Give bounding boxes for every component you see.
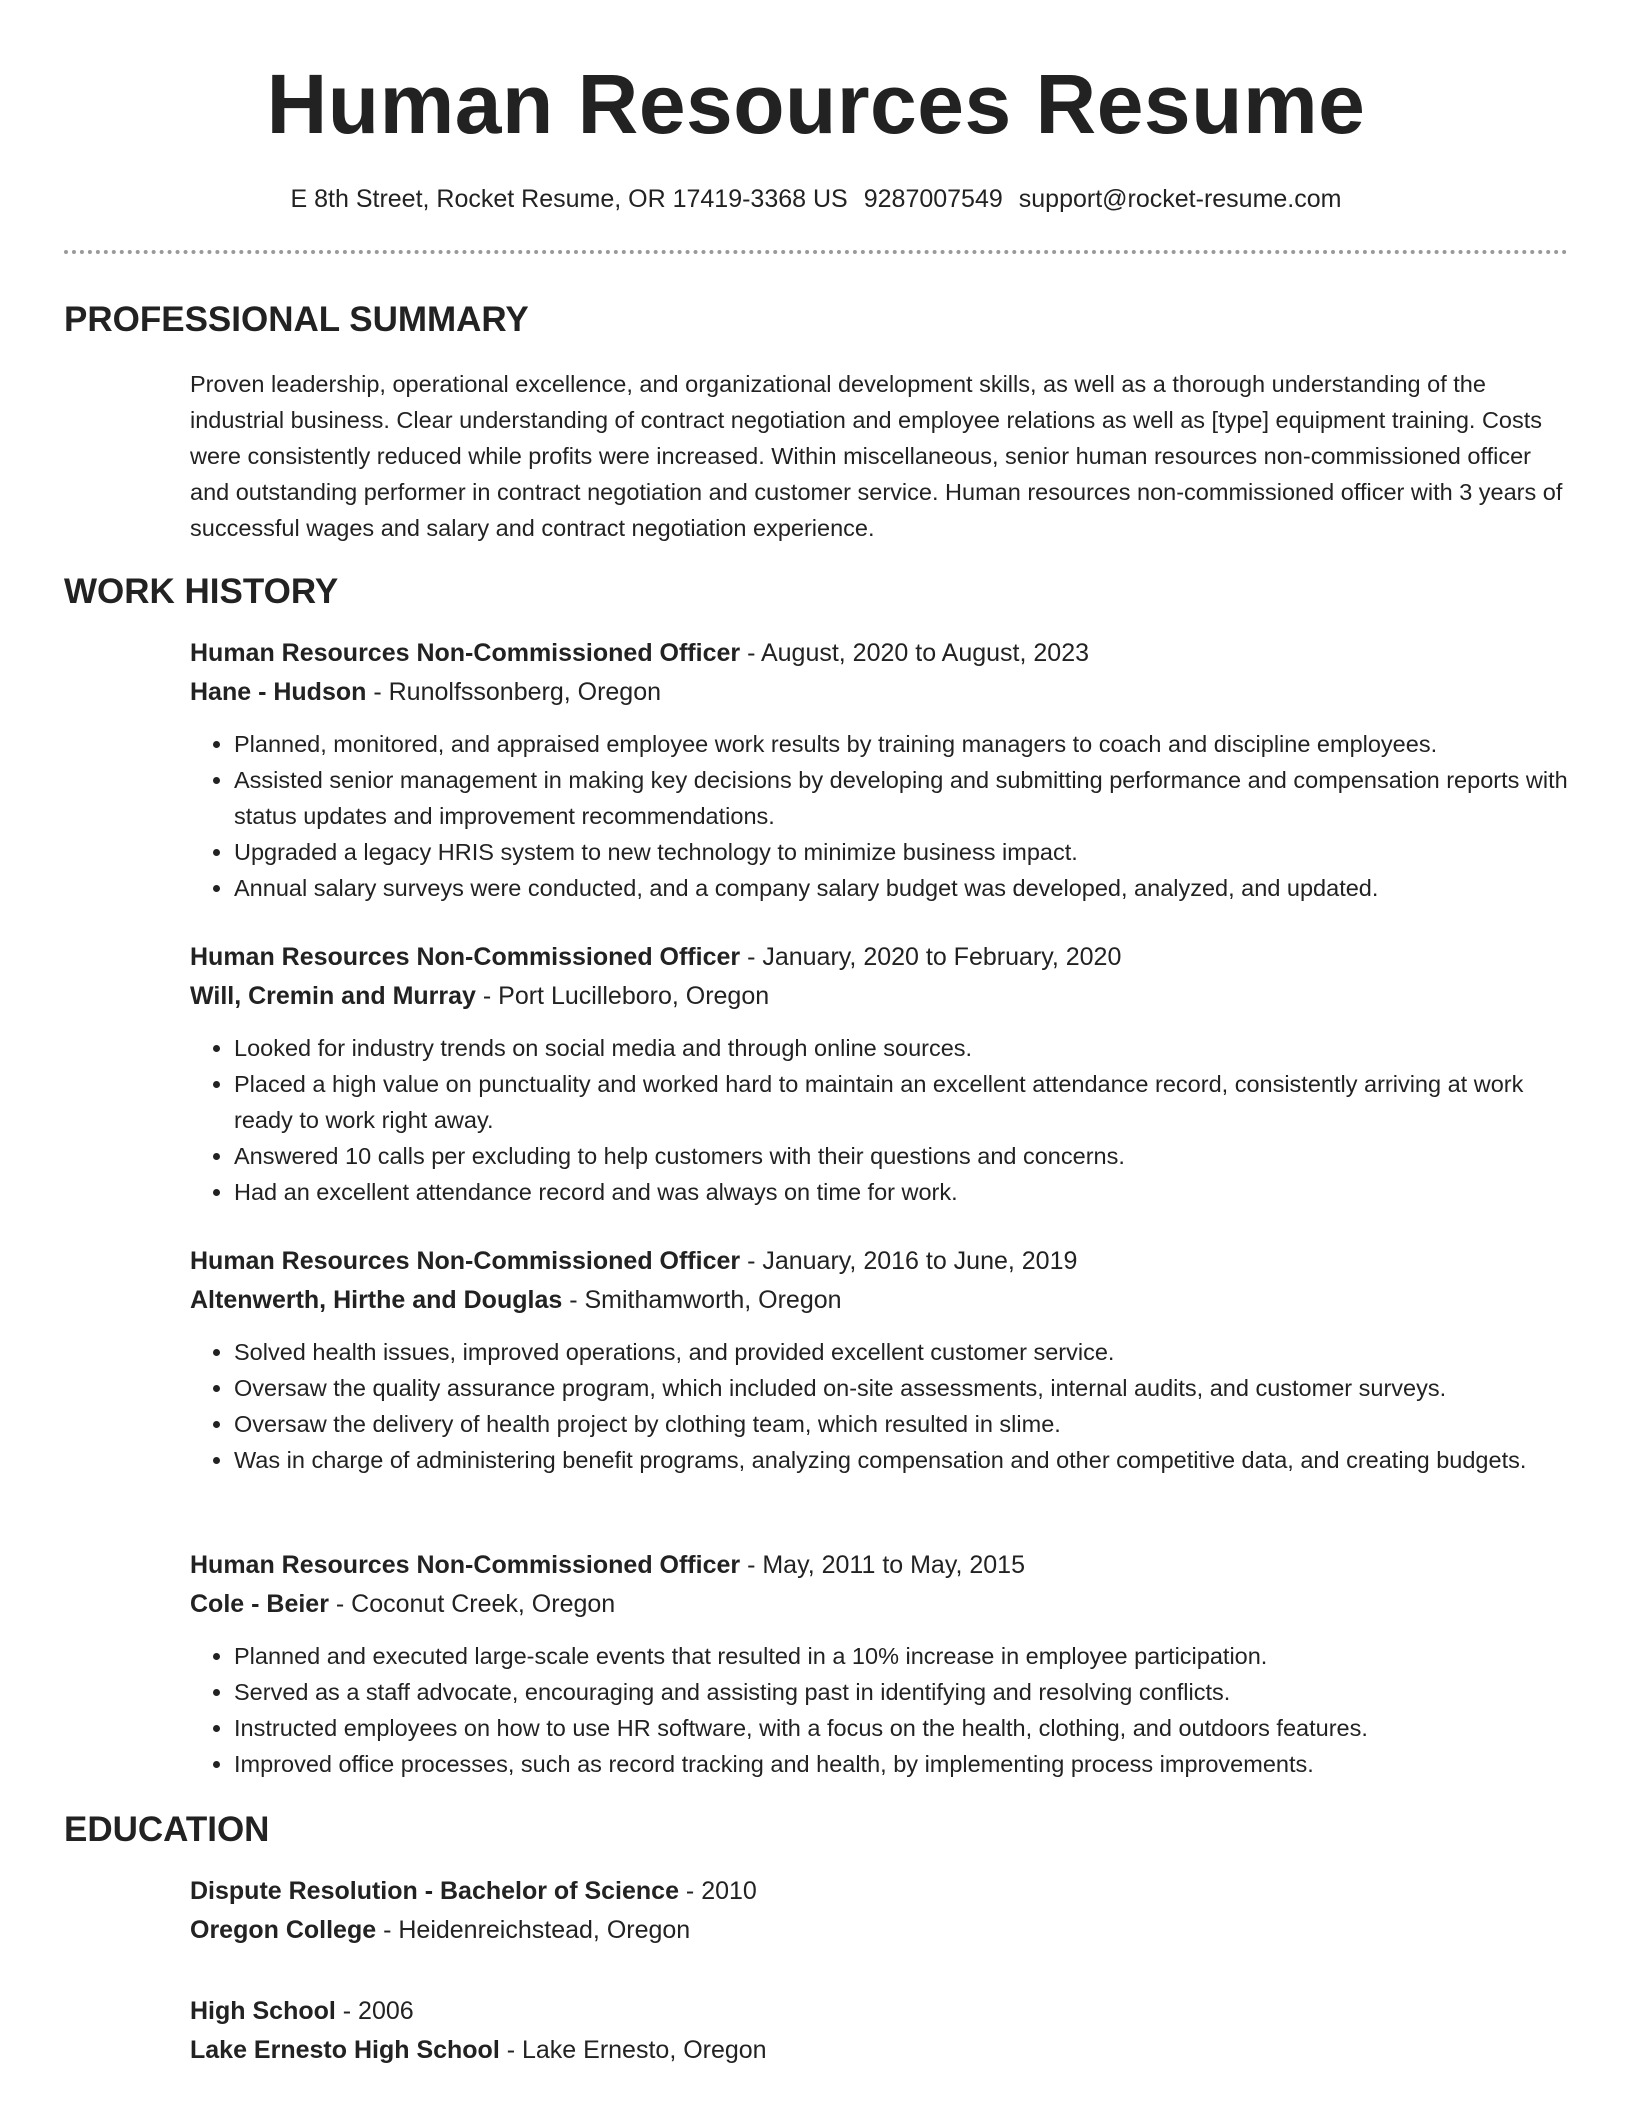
education-degree: High School [190,1997,336,2025]
contact-line [0,182,1632,216]
bullet-item: • Annual salary surveys were conducted, and a company salary budget was developed, analyzed, and updated. [234,870,1570,906]
summary-text: Proven leadership, operational excellence, and organizational development skills, as well as a thorough understanding of the industrial business. Clear understanding of contract negotiation and employee relations as well as [type] equipment training. Costs were consistently reduced while profits were increased. Within miscellaneous, senior human resources non-commissioned officer and outstanding performer in contract negotiation and customer service. Human resources non-commissioned officer with 3 years of successful wages and salary and contract negotiation experience. [190,371,1563,541]
bullet-item: • Improved office processes, such as record tracking and health, by implementing process improvements. [234,1746,1570,1782]
bullet-item: • Oversaw the quality assurance program, which included on-site assessments, internal audits, and customer surveys. [234,1370,1570,1406]
section-heading-education: EDUCATION [64,1810,270,1849]
job-company: Hane - Hudson [190,678,367,706]
job-entry [190,938,1570,1210]
header-divider [64,250,1568,254]
bullet-item: • Upgraded a legacy HRIS system to new technology to minimize business impact. [234,834,1570,870]
bullet-item: • Assisted senior management in making key decisions by developing and submitting performance and compensation reports with status updates and improvement recommendations. [234,762,1570,834]
education-entry [190,1992,1570,2070]
resume-title: Human Resources Resume [266,57,1366,151]
education-school-line [190,1911,1570,1950]
education-degree-line [190,1872,1570,1911]
bullet-item: • Planned, monitored, and appraised employee work results by training managers to coach and discipline employees. [234,726,1570,762]
job-location: - Coconut Creek, Oregon [328,1590,616,1618]
education-year: - 2006 [335,1997,414,2025]
job-dates: - May, 2011 to May, 2015 [740,1551,1025,1579]
job-bullets [190,1030,1570,1210]
job-title-line [190,1242,1570,1281]
contact-phone: 9287007549 [863,185,1003,213]
bullet-item: • Was in charge of administering benefit programs, analyzing compensation and other competitive data, and creating budgets. [234,1442,1570,1478]
bullet-item: • Had an excellent attendance record and was always on time for work. [234,1174,1570,1210]
job-bullets [190,1334,1570,1478]
section-heading-work-history: WORK HISTORY [64,572,339,611]
job-title-line [190,1546,1570,1585]
job-title: Human Resources Non-Commissioned Officer [190,1551,741,1579]
bullet-item: • Instructed employees on how to use HR software, with a focus on the health, clothing, and outdoors features. [234,1710,1570,1746]
education-school: Oregon College [190,1916,377,1944]
bullet-item: • Looked for industry trends on social media and through online sources. [234,1030,1570,1066]
job-company-line [190,1281,1570,1320]
job-title: Human Resources Non-Commissioned Officer [190,1247,741,1275]
education-year: - 2010 [678,1877,757,1905]
education-location: - Lake Ernesto, Oregon [499,2036,767,2064]
contact-email: support@rocket-resume.com [1018,185,1342,213]
job-title: Human Resources Non-Commissioned Officer [190,943,741,971]
job-bullets [190,726,1570,906]
education-school-line [190,2031,1570,2070]
job-company-line [190,977,1570,1016]
job-dates: - January, 2016 to June, 2019 [740,1247,1078,1275]
job-title-line [190,938,1570,977]
job-entry [190,634,1570,906]
job-entry [190,1546,1570,1782]
job-company: Cole - Beier [190,1590,329,1618]
job-company: Will, Cremin and Murray [190,982,476,1010]
job-location: - Port Lucilleboro, Oregon [475,982,770,1010]
bullet-item: • Placed a high value on punctuality and worked hard to maintain an excellent attendance record, consistently arriving at work ready to work right away. [234,1066,1570,1138]
job-company-line [190,1585,1570,1624]
contact-address: E 8th Street, Rocket Resume, OR 17419-3368 US [290,185,848,213]
bullet-item: • Planned and executed large-scale events that resulted in a 10% increase in employee participation. [234,1638,1570,1674]
job-location: - Runolfssonberg, Oregon [366,678,662,706]
job-dates: - August, 2020 to August, 2023 [740,639,1090,667]
education-entry [190,1872,1570,1950]
job-company-line [190,673,1570,712]
job-company: Altenwerth, Hirthe and Douglas [190,1286,563,1314]
bullet-item: • Oversaw the delivery of health project by clothing team, which resulted in slime. [234,1406,1570,1442]
bullet-item: • Solved health issues, improved operations, and provided excellent customer service. [234,1334,1570,1370]
job-entry [190,1242,1570,1478]
job-title-line [190,634,1570,673]
bullet-item: • Answered 10 calls per excluding to help customers with their questions and concerns. [234,1138,1570,1174]
bullet-item: • Served as a staff advocate, encouraging and assisting past in identifying and resolving conflicts. [234,1674,1570,1710]
job-title: Human Resources Non-Commissioned Officer [190,639,741,667]
education-school: Lake Ernesto High School [190,2036,500,2064]
job-dates: - January, 2020 to February, 2020 [740,943,1122,971]
section-heading-summary: PROFESSIONAL SUMMARY [64,300,529,339]
education-degree-line [190,1992,1570,2031]
job-location: - Smithamworth, Oregon [562,1286,842,1314]
job-bullets [190,1638,1570,1782]
education-degree: Dispute Resolution - Bachelor of Science [190,1877,679,1905]
education-location: - Heidenreichstead, Oregon [376,1916,691,1944]
